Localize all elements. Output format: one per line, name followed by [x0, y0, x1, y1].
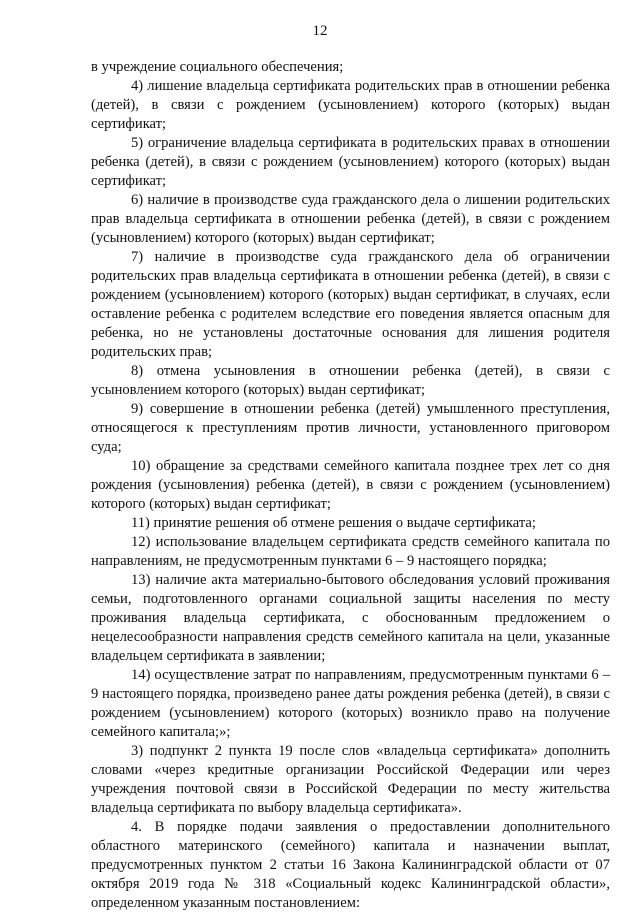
paragraph-item-9: 9) совершение в отношении ребенка (детей) умышленного преступления, относящегося к преступлениям против личности, установленного приговором суда;: [91, 401, 610, 455]
paragraph-item-5: 5) ограничение владельца сертификата в родительских правах в отношении ребенка (детей), в связи с рождением (усыновлением) которого (которых) выдан сертификат;: [91, 135, 610, 189]
paragraph-item-13: 13) наличие акта материально-бытового обследования условий проживания семьи, подготовленного органами социальной защиты населения по месту проживания владельца сертификата, с обоснованным предложением о нецелесообразности направления средств семейного капитала на цели, указанные владельцем сертификата в заявлении;: [91, 572, 610, 664]
document-body: [91, 58, 610, 913]
page-number: 12: [312, 23, 328, 39]
paragraph-item-8: 8) отмена усыновления в отношении ребенка (детей), в связи с усыновлением которого (которых) выдан сертификат;: [91, 363, 610, 398]
paragraph-subitem-3: 3) подпункт 2 пункта 19 после слов «владельца сертификата» дополнить словами «через кредитные организации Российской Федерации или через учреждения почтовой связи в Российской Федерации по месту жительства владельца сертификата по выбору владельца сертификата».: [91, 743, 610, 816]
paragraph-section-4: 4. В порядке подачи заявления о предоставлении дополнительного областного материнского (семейного) капитала и назначении выплат, предусмотренных пунктом 2 статьи 16 Закона Калининградской области от 07 октября 2019 года № 318 «Социальный кодекс Калининградской области», определенном указанным постановлением:: [91, 819, 610, 911]
paragraph-item-10: 10) обращение за средствами семейного капитала позднее трех лет со дня рождения (усыновления) ребенка (детей), в связи с рождением (усыновлением) которого (которых) выдан сертификат;: [91, 458, 610, 512]
paragraph-item-11: 11) принятие решения об отмене решения о выдаче сертификата;: [131, 515, 536, 531]
paragraph-item-14: 14) осуществление затрат по направлениям, предусмотренным пунктами 6 – 9 настоящего порядка, произведено ранее даты рождения ребенка (детей), в связи с рождением (усыновлением) которого (которых) возникло право на получение семейного капитала;»;: [91, 667, 610, 740]
paragraph-item-6: 6) наличие в производстве суда гражданского дела о лишении родительских прав владельца сертификата в отношении ребенка (детей), в связи с рождением (усыновлением) которого (которых) выдан сертификат;: [91, 192, 610, 246]
paragraph-item-7: 7) наличие в производстве суда гражданского дела об ограничении родительских прав владельца сертификата в отношении ребенка (детей), в связи с рождением (усыновлением) которого (которых) выдан сертификат, в случаях, если оставление ребенка с родителем вследствие его поведения является опасным для ребенка, но не установлены достаточные основания для лишения родителя родительских прав;: [91, 249, 610, 360]
paragraph-continuation: в учреждение социального обеспечения;: [91, 59, 344, 75]
paragraph-item-4: 4) лишение владельца сертификата родительских прав в отношении ребенка (детей), в связи с рождением (усыновлением) которого (которых) выдан сертификат;: [91, 78, 610, 132]
paragraph-item-12: 12) использование владельцем сертификата средств семейного капитала по направлениям, не предусмотренным пунктами 6 – 9 настоящего порядка;: [91, 534, 610, 569]
